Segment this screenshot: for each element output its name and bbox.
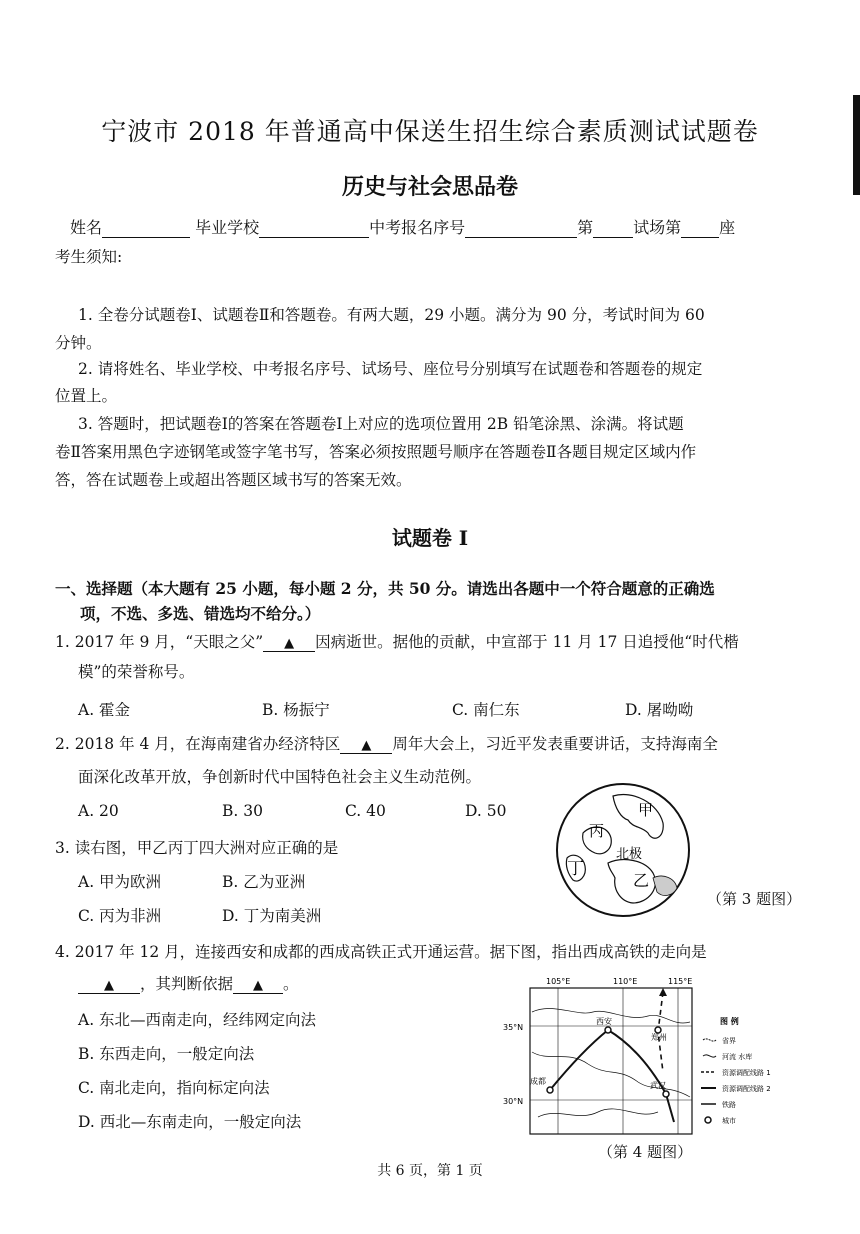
name-label: 姓名 <box>70 218 103 237</box>
q2-text: 面深化改革开放，争创新时代中国特色社会主义生动范例。 <box>78 768 482 786</box>
legend-item: 资源调配线路 2 <box>722 1085 771 1093</box>
fig3-label: 丙 <box>589 822 605 840</box>
city-label: 成都 <box>530 1077 546 1086</box>
answer-blank: ▲ <box>263 636 315 652</box>
candidate-info-line <box>70 215 735 238</box>
option[interactable]: B. 乙为亚洲 <box>222 873 306 891</box>
fig4-caption: （第 4 题图） <box>598 1143 693 1161</box>
exam-no-label: 中考报名序号 <box>369 218 466 237</box>
option[interactable]: C. 南北走向，指向标定向法 <box>78 1079 270 1097</box>
city-label: 武汉 <box>650 1081 666 1090</box>
di-label: 第 <box>577 218 594 237</box>
q2-text: 周年大会上，习近平发表重要讲话，支持海南全 <box>392 735 718 753</box>
option[interactable]: A. 霍金 <box>78 701 131 719</box>
exam-title: 宁波市 2018 年普通高中保送生招生综合素质测试试题卷 <box>101 117 759 146</box>
q2-text: 2. 2018 年 4 月，在海南建省办经济特区 <box>55 735 341 753</box>
option[interactable]: D. 西北—东南走向，一般定向法 <box>78 1113 302 1131</box>
notice-line: 卷Ⅱ答案用黑色字迹钢笔或签字笔书写，答案必须按照题号顺序在答题卷Ⅱ各题目规定区域内作 <box>55 443 697 461</box>
notice-line: 答，答在试题卷上或超出答题区域书写的答案无效。 <box>55 471 412 489</box>
notice-line: 位置上。 <box>55 387 118 405</box>
notice-line: 3. 答题时，把试题卷Ⅰ的答案在答题卷Ⅰ上对应的选项位置用 2B 铅笔涂黑、涂满。将试题 <box>78 415 684 433</box>
school-label: 毕业学校 <box>195 218 260 237</box>
seat-blank[interactable] <box>681 221 719 238</box>
polar-projection-map <box>553 778 693 923</box>
q1-text: 模”的荣誉称号。 <box>78 663 195 681</box>
option[interactable]: B. 杨振宁 <box>262 701 330 719</box>
room-blank[interactable] <box>593 221 633 238</box>
room-label: 试场第 <box>633 218 682 237</box>
q1-text: 因病逝世。据他的贡献，中宣部于 11 月 17 日追授他“时代楷 <box>315 633 739 651</box>
lat-label: 35°N <box>503 1023 524 1032</box>
exam-no-blank[interactable] <box>465 221 577 238</box>
option[interactable]: C. 南仁东 <box>452 701 520 719</box>
legend-item: 河流 水库 <box>722 1053 753 1061</box>
fig3-label: 丁 <box>567 859 584 879</box>
notice-line: 2. 请将姓名、毕业学校、中考报名序号、试场号、座位号分别填写在试题卷和答题卷的规定 <box>78 360 703 378</box>
part-heading: 一、选择题（本大题有 25 小题，每小题 2 分，共 50 分。请选出各题中一个符合题意的正确选 <box>55 579 715 598</box>
railway-map <box>498 972 798 1140</box>
question-4-blanks <box>78 972 299 994</box>
lon-label: 110°E <box>613 977 638 986</box>
option[interactable]: B. 东西走向，一般定向法 <box>78 1045 255 1063</box>
fig3-label: 北极 <box>616 847 643 862</box>
q1-text: 1. 2017 年 9 月，“天眼之父” <box>55 633 264 651</box>
name-blank[interactable] <box>102 221 190 238</box>
legend-title: 图 例 <box>720 1017 739 1026</box>
option[interactable]: C. 40 <box>345 802 386 820</box>
option[interactable]: D. 屠呦呦 <box>625 701 694 719</box>
city-label: 郑州 <box>651 1033 667 1042</box>
q4-text: 。 <box>283 975 299 993</box>
page-footer: 共 6 页，第 1 页 <box>377 1163 483 1179</box>
option[interactable]: A. 东北—西南走向，经纬网定向法 <box>78 1011 317 1029</box>
legend-item: 城市 <box>722 1117 736 1125</box>
option[interactable]: B. 30 <box>222 802 263 820</box>
school-blank[interactable] <box>259 221 369 238</box>
legend-item: 资源调配线路 1 <box>722 1069 771 1077</box>
part-heading: 项，不选、多选、错选均不给分。） <box>80 604 321 623</box>
q4-text: 4. 2017 年 12 月，连接西安和成都的西成高铁正式开通运营。据下图，指出西成高铁的走向是 <box>55 943 707 961</box>
notice-line: 分钟。 <box>55 334 102 352</box>
section-title: 试题卷 I <box>391 526 469 550</box>
legend-item: 铁路 <box>722 1101 736 1109</box>
city-label: 西安 <box>596 1017 612 1026</box>
lon-label: 105°E <box>546 977 571 986</box>
notice-line: 1. 全卷分试题卷Ⅰ、试题卷Ⅱ和答题卷。有两大题，29 小题。满分为 90 分，考试时间为 60 <box>78 306 705 324</box>
notice-title: 考生须知: <box>55 248 123 266</box>
option[interactable]: D. 50 <box>465 802 507 820</box>
answer-blank: ▲ <box>340 738 392 754</box>
option[interactable]: D. 丁为南美洲 <box>222 907 322 925</box>
question-2 <box>55 732 718 754</box>
answer-blank: ▲ <box>233 978 283 994</box>
fig3-label: 甲 <box>638 801 654 819</box>
option[interactable]: A. 20 <box>78 802 119 820</box>
lon-label: 115°E <box>668 977 693 986</box>
legend-item: 省界 <box>722 1037 736 1045</box>
answer-blank: ▲ <box>78 978 140 994</box>
fig3-caption: （第 3 题图） <box>707 890 802 908</box>
exam-subtitle: 历史与社会思品卷 <box>341 174 518 200</box>
question-1 <box>55 630 739 652</box>
option[interactable]: A. 甲为欧洲 <box>78 873 162 891</box>
q3-text: 3. 读右图，甲乙丙丁四大洲对应正确的是 <box>55 839 339 857</box>
lat-label: 30°N <box>503 1097 524 1106</box>
q4-text: ，其判断依据 <box>140 975 234 993</box>
option[interactable]: C. 丙为非洲 <box>78 907 162 925</box>
seat-label: 座 <box>719 218 736 237</box>
fig3-label: 乙 <box>633 871 650 890</box>
